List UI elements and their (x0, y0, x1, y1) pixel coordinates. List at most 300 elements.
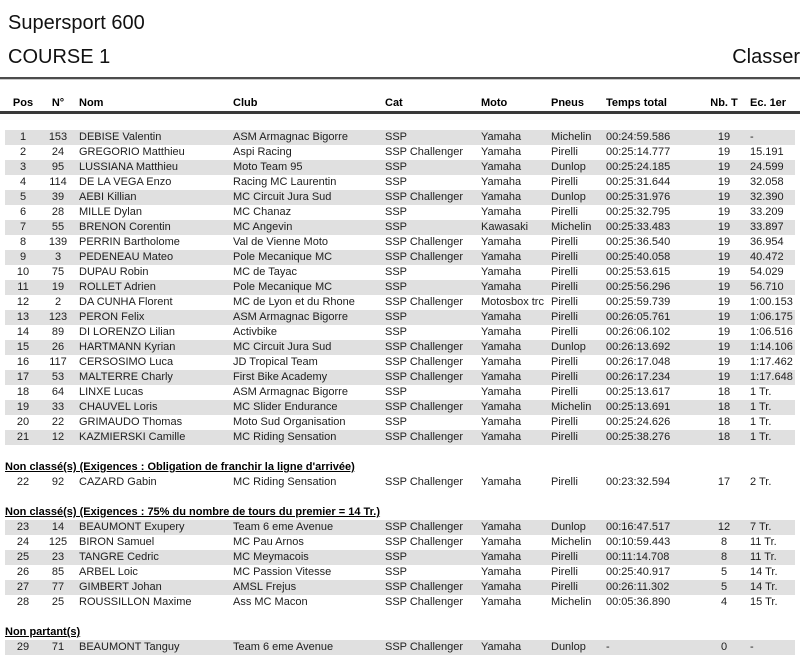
col-header-ecart: Ec. 1er (750, 97, 787, 109)
cell-pneus: Dunlop (551, 341, 586, 353)
cell-nom: GREGORIO Matthieu (79, 146, 185, 158)
cell-cat: SSP Challenger (385, 371, 464, 383)
cell-pneus: Pirelli (551, 551, 578, 563)
cell-tours: 19 (717, 341, 731, 353)
cell-pos: 9 (19, 251, 27, 263)
cell-temps: 00:10:59.443 (606, 536, 671, 548)
result-row (5, 220, 795, 235)
cell-cat: SSP (385, 551, 408, 563)
cell-ecart: 1:17.462 (750, 356, 793, 368)
result-row (5, 355, 795, 370)
col-header-cat: Cat (385, 97, 403, 109)
cell-pos: 22 (16, 476, 30, 488)
cell-nom: CERSOSIMO Luca (79, 356, 174, 368)
cell-nom: BEAUMONT Tanguy (79, 641, 180, 653)
cell-pos: 19 (16, 401, 30, 413)
result-row (5, 520, 795, 535)
cell-club: MC Riding Sensation (233, 476, 337, 488)
cell-cat: SSP Challenger (385, 476, 464, 488)
cell-moto: Yamaha (481, 251, 522, 263)
cell-moto: Yamaha (481, 431, 522, 443)
cell-temps: 00:25:56.296 (606, 281, 671, 293)
cell-cat: SSP Challenger (385, 146, 464, 158)
cell-pneus: Pirelli (551, 386, 578, 398)
cell-tours: 18 (717, 431, 731, 443)
cell-pos: 5 (19, 191, 27, 203)
cell-club: AMSL Frejus (233, 581, 297, 593)
cell-temps: 00:11:14.708 (606, 551, 670, 563)
cell-pneus: Michelin (551, 131, 592, 143)
cell-nom: DE LA VEGA Enzo (79, 176, 172, 188)
cell-club: MC Circuit Jura Sud (233, 341, 332, 353)
cell-pos: 23 (16, 521, 30, 533)
cell-ecart: 32.058 (750, 176, 784, 188)
cell-tours: 19 (717, 296, 731, 308)
cell-ecart: 36.954 (750, 236, 784, 248)
cell-nom: DI LORENZO Lilian (79, 326, 175, 338)
result-row (5, 145, 795, 160)
cell-club: MC Riding Sensation (233, 431, 337, 443)
result-row (5, 295, 795, 310)
cell-num: 19 (51, 281, 65, 293)
cell-pneus: Pirelli (551, 431, 578, 443)
cell-tours: 19 (717, 236, 731, 248)
cell-pos: 2 (19, 146, 27, 158)
cell-moto: Yamaha (481, 596, 522, 608)
cell-pneus: Michelin (551, 536, 592, 548)
cell-moto: Yamaha (481, 161, 522, 173)
cell-temps: 00:25:33.483 (606, 221, 671, 233)
cell-temps: 00:26:11.302 (606, 581, 670, 593)
cell-tours: 19 (717, 281, 731, 293)
cell-moto: Yamaha (481, 356, 522, 368)
cell-temps: 00:25:31.976 (606, 191, 671, 203)
cell-pos: 21 (16, 431, 30, 443)
cell-tours: 8 (720, 551, 728, 563)
cell-club: Pole Mecanique MC (233, 251, 333, 263)
cell-pneus: Pirelli (551, 311, 578, 323)
cell-club: MC Circuit Jura Sud (233, 191, 332, 203)
cell-nom: DA CUNHA Florent (79, 296, 173, 308)
cell-num: 114 (49, 176, 67, 188)
cell-pos: 29 (16, 641, 30, 653)
cell-tours: 19 (717, 326, 731, 338)
cell-club: ASM Armagnac Bigorre (233, 386, 348, 398)
cell-temps: 00:25:59.739 (606, 296, 671, 308)
cell-nom: PERON Felix (79, 311, 145, 323)
section-header-label: Non classé(s) (Exigences : 75% du nombre de tours du premier = 14 Tr.) (5, 506, 381, 518)
col-header-moto: Moto (481, 97, 508, 109)
cell-club: MC Chanaz (233, 206, 292, 218)
cell-pos: 13 (16, 311, 30, 323)
cell-moto: Yamaha (481, 641, 522, 653)
cell-temps: 00:25:36.540 (606, 236, 671, 248)
result-row (5, 580, 795, 595)
cell-num: 22 (51, 416, 65, 428)
cell-nom: HARTMANN Kyrian (79, 341, 176, 353)
cell-moto: Yamaha (481, 176, 522, 188)
cell-tours: 18 (717, 416, 731, 428)
cell-moto: Motosbox trc (481, 296, 544, 308)
cell-ecart: 1:17.648 (750, 371, 793, 383)
cell-ecart: 1 Tr. (750, 431, 772, 443)
cell-ecart: 1 Tr. (750, 386, 772, 398)
cell-pos: 20 (16, 416, 30, 428)
cell-nom: TANGRE Cedric (79, 551, 159, 563)
cell-num: 139 (48, 236, 68, 248)
header-row (5, 96, 795, 111)
col-header-nom: Nom (79, 97, 104, 109)
cell-num: 117 (49, 356, 67, 368)
cell-num: 95 (51, 161, 65, 173)
cell-pos: 4 (19, 176, 27, 188)
cell-pneus: Michelin (551, 221, 592, 233)
result-row (5, 280, 795, 295)
result-row (5, 640, 795, 655)
cell-temps: 00:25:13.691 (606, 401, 671, 413)
result-row (5, 430, 795, 445)
cell-temps: 00:26:17.234 (606, 371, 671, 383)
cell-pos: 8 (19, 236, 27, 248)
table-header (0, 96, 800, 114)
cell-tours: 12 (717, 521, 731, 533)
cell-tours: 19 (717, 356, 731, 368)
result-row (5, 595, 795, 610)
cell-tours: 4 (720, 596, 728, 608)
cell-club: Aspi Racing (233, 146, 292, 158)
cell-pos: 27 (16, 581, 30, 593)
cell-temps: 00:25:40.058 (606, 251, 671, 263)
cell-temps: 00:24:59.586 (606, 131, 671, 143)
result-row (5, 340, 795, 355)
cell-club: ASM Armagnac Bigorre (233, 131, 348, 143)
cell-num: 24 (51, 146, 65, 158)
result-row (5, 130, 795, 145)
cell-cat: SSP (385, 206, 408, 218)
cell-pos: 18 (16, 386, 30, 398)
cell-club: ASM Armagnac Bigorre (233, 311, 348, 323)
result-row (5, 175, 795, 190)
result-row (5, 250, 795, 265)
cell-pneus: Michelin (551, 401, 592, 413)
cell-ecart: 1:06.516 (750, 326, 793, 338)
col-header-temps: Temps total (606, 97, 667, 109)
cell-nom: PEDENEAU Mateo (79, 251, 174, 263)
cell-cat: SSP (385, 266, 408, 278)
cell-moto: Yamaha (481, 341, 522, 353)
cell-moto: Yamaha (481, 521, 522, 533)
cell-pos: 16 (16, 356, 30, 368)
cell-tours: 19 (717, 311, 731, 323)
cell-pneus: Pirelli (551, 236, 578, 248)
cell-num: 12 (51, 431, 65, 443)
cell-ecart: 1:00.153 (750, 296, 793, 308)
col-header-tours: Nb. T (710, 97, 738, 109)
result-row (5, 235, 795, 250)
cell-cat: SSP Challenger (385, 191, 464, 203)
result-row (5, 475, 795, 490)
cell-tours: 19 (717, 176, 731, 188)
cell-nom: AEBI Killian (79, 191, 137, 203)
cell-cat: SSP Challenger (385, 341, 464, 353)
cell-temps: 00:25:13.617 (606, 386, 671, 398)
cell-ecart: 33.897 (750, 221, 784, 233)
result-row (5, 265, 795, 280)
cell-num: 14 (51, 521, 65, 533)
cell-temps: 00:05:36.890 (606, 596, 671, 608)
cell-club: MC Slider Endurance (233, 401, 338, 413)
race-title: COURSE 1 (8, 46, 111, 68)
cell-cat: SSP Challenger (385, 401, 464, 413)
cell-temps: 00:25:38.276 (606, 431, 671, 443)
cell-club: Ass MC Macon (233, 596, 308, 608)
cell-ecart: 11 Tr. (750, 551, 777, 563)
cell-pneus: Dunlop (551, 191, 586, 203)
cell-temps: 00:26:05.761 (606, 311, 671, 323)
result-row (5, 205, 795, 220)
cell-moto: Yamaha (481, 551, 522, 563)
section-header-label: Non partant(s) (5, 626, 81, 638)
cell-num: 75 (51, 266, 65, 278)
cell-ecart: 54.029 (750, 266, 784, 278)
cell-cat: SSP Challenger (385, 596, 464, 608)
cell-tours: 0 (720, 641, 728, 653)
cell-club: First Bike Academy (233, 371, 328, 383)
cell-cat: SSP (385, 386, 408, 398)
result-row (5, 565, 795, 580)
cell-ecart: 32.390 (750, 191, 784, 203)
cell-nom: ROLLET Adrien (79, 281, 156, 293)
cell-temps: 00:25:24.185 (606, 161, 671, 173)
cell-num: 55 (51, 221, 65, 233)
cell-tours: 19 (717, 251, 731, 263)
cell-pos: 12 (16, 296, 30, 308)
cell-nom: GRIMAUDO Thomas (79, 416, 183, 428)
cell-tours: 19 (717, 221, 731, 233)
cell-cat: SSP (385, 311, 408, 323)
cell-moto: Yamaha (481, 311, 522, 323)
cell-nom: BRENON Corentin (79, 221, 171, 233)
cell-temps: 00:23:32.594 (606, 476, 671, 488)
cell-nom: CHAUVEL Loris (79, 401, 158, 413)
cell-pneus: Pirelli (551, 476, 578, 488)
cell-tours: 8 (720, 536, 728, 548)
cell-cat: SSP Challenger (385, 431, 464, 443)
col-header-pneus: Pneus (551, 97, 585, 109)
cell-num: 64 (51, 386, 65, 398)
cell-ecart: 56.710 (750, 281, 784, 293)
result-row (5, 160, 795, 175)
col-header-num: N° (51, 97, 65, 109)
cell-cat: SSP (385, 131, 408, 143)
cell-temps: 00:25:14.777 (606, 146, 671, 158)
cell-pos: 25 (16, 551, 30, 563)
cell-nom: GIMBERT Johan (79, 581, 162, 593)
section-header (5, 626, 795, 638)
cell-club: Team 6 eme Avenue (233, 641, 334, 653)
cell-pneus: Pirelli (551, 146, 578, 158)
cell-num: 123 (48, 311, 68, 323)
result-row (5, 190, 795, 205)
cell-num: 53 (51, 371, 65, 383)
section-header (5, 461, 795, 473)
cell-pos: 24 (16, 536, 30, 548)
cell-pneus: Pirelli (551, 356, 578, 368)
cell-num: 28 (51, 206, 65, 218)
cell-cat: SSP Challenger (385, 236, 464, 248)
col-header-club: Club (233, 97, 258, 109)
cell-temps: 00:25:24.626 (606, 416, 671, 428)
cell-tours: 5 (720, 581, 728, 593)
cell-moto: Yamaha (481, 266, 522, 278)
cell-ecart: - (750, 131, 754, 143)
table-body (0, 130, 800, 655)
cell-club: Moto Sud Organisation (233, 416, 346, 428)
cell-moto: Yamaha (481, 536, 522, 548)
result-row (5, 535, 795, 550)
cell-tours: 19 (717, 371, 731, 383)
cell-cat: SSP (385, 176, 408, 188)
cell-num: 153 (48, 131, 68, 143)
cell-pneus: Pirelli (551, 416, 578, 428)
cell-pneus: Pirelli (551, 371, 578, 383)
cell-cat: SSP Challenger (385, 296, 464, 308)
cell-club: MC Pau Arnos (233, 536, 304, 548)
cell-ecart: 1 Tr. (750, 401, 772, 413)
cell-nom: BEAUMONT Exupery (79, 521, 185, 533)
cell-pneus: Pirelli (551, 176, 578, 188)
cell-nom: LINXE Lucas (79, 386, 144, 398)
cell-pneus: Pirelli (551, 581, 578, 593)
cell-ecart: 24.599 (750, 161, 784, 173)
cell-tours: 19 (717, 266, 731, 278)
cell-num: 89 (51, 326, 65, 338)
cell-nom: PERRIN Bartholome (79, 236, 180, 248)
cell-pneus: Michelin (551, 596, 592, 608)
cell-num: 125 (48, 536, 68, 548)
cell-club: MC de Lyon et du Rhone (233, 296, 355, 308)
cell-pneus: Pirelli (551, 206, 578, 218)
cell-num: 2 (54, 296, 62, 308)
cell-tours: 19 (717, 206, 731, 218)
cell-nom: BIRON Samuel (79, 536, 155, 548)
classement-label: Classer (732, 46, 800, 68)
cell-ecart: 14 Tr. (750, 581, 778, 593)
cell-club: MC Angevin (233, 221, 293, 233)
cell-pneus: Dunlop (551, 161, 586, 173)
cell-club: Pole Mecanique MC (233, 281, 333, 293)
cell-temps: 00:25:31.644 (606, 176, 671, 188)
title-divider (0, 77, 800, 80)
result-row (5, 310, 795, 325)
cell-club: Activbike (233, 326, 278, 338)
cell-temps: 00:26:06.102 (606, 326, 671, 338)
cell-moto: Yamaha (481, 146, 522, 158)
cell-cat: SSP Challenger (385, 641, 464, 653)
cell-temps: - (606, 641, 610, 653)
cell-moto: Yamaha (481, 416, 522, 428)
cell-temps: 00:26:17.048 (606, 356, 671, 368)
cell-moto: Yamaha (481, 566, 522, 578)
cell-club: MC Meymacois (233, 551, 309, 563)
cell-tours: 19 (717, 191, 731, 203)
cell-cat: SSP (385, 161, 408, 173)
cell-num: 3 (54, 251, 62, 263)
cell-tours: 19 (717, 131, 731, 143)
cell-tours: 18 (717, 401, 731, 413)
cell-nom: LUSSIANA Matthieu (79, 161, 179, 173)
cell-num: 39 (51, 191, 65, 203)
cell-moto: Yamaha (481, 581, 522, 593)
cell-ecart: 14 Tr. (750, 566, 778, 578)
cell-num: 33 (51, 401, 65, 413)
cell-cat: SSP (385, 221, 408, 233)
cell-pneus: Pirelli (551, 326, 578, 338)
cell-pos: 3 (19, 161, 27, 173)
section-header (5, 506, 795, 518)
cell-ecart: 40.472 (750, 251, 784, 263)
result-row (5, 400, 795, 415)
result-row (5, 415, 795, 430)
cell-pneus: Pirelli (551, 281, 578, 293)
cell-moto: Kawasaki (481, 221, 529, 233)
cell-ecart: - (750, 641, 754, 653)
cell-nom: DUPAU Robin (79, 266, 149, 278)
cell-nom: MALTERRE Charly (79, 371, 173, 383)
cell-ecart: 2 Tr. (750, 476, 772, 488)
cell-club: MC de Tayac (233, 266, 297, 278)
cell-club: Moto Team 95 (233, 161, 303, 173)
cell-ecart: 1:06.175 (750, 311, 793, 323)
cell-nom: DEBISE Valentin (79, 131, 162, 143)
cell-cat: SSP Challenger (385, 251, 464, 263)
cell-moto: Yamaha (481, 191, 522, 203)
cell-tours: 5 (720, 566, 728, 578)
cell-cat: SSP Challenger (385, 536, 464, 548)
cell-ecart: 1:14.106 (750, 341, 793, 353)
cell-temps: 00:25:40.917 (606, 566, 671, 578)
cell-pneus: Pirelli (551, 251, 578, 263)
cell-nom: CAZARD Gabin (79, 476, 157, 488)
cell-pneus: Dunlop (551, 641, 586, 653)
cell-pneus: Pirelli (551, 566, 578, 578)
cell-pos: 15 (16, 341, 30, 353)
cell-moto: Yamaha (481, 476, 522, 488)
cell-temps: 00:16:47.517 (606, 521, 671, 533)
cell-nom: ROUSSILLON Maxime (79, 596, 192, 608)
cell-moto: Yamaha (481, 401, 522, 413)
section-header-label: Non classé(s) (Exigences : Obligation de franchir la ligne d'arrivée) (5, 461, 355, 473)
cell-num: 25 (51, 596, 65, 608)
cell-pos: 1 (19, 131, 27, 143)
cell-pneus: Pirelli (551, 296, 578, 308)
cell-num: 77 (51, 581, 65, 593)
cell-pos: 28 (16, 596, 30, 608)
result-row (5, 370, 795, 385)
cell-nom: MILLE Dylan (79, 206, 142, 218)
cell-ecart: 33.209 (750, 206, 784, 218)
cell-cat: SSP Challenger (385, 581, 464, 593)
cell-moto: Yamaha (481, 206, 522, 218)
cell-pneus: Pirelli (551, 266, 578, 278)
cell-cat: SSP (385, 281, 408, 293)
cell-temps: 00:26:13.692 (606, 341, 671, 353)
cell-pos: 7 (19, 221, 27, 233)
cell-moto: Yamaha (481, 386, 522, 398)
page-title: Supersport 600 (8, 12, 145, 34)
cell-pos: 26 (16, 566, 30, 578)
cell-pos: 17 (16, 371, 30, 383)
